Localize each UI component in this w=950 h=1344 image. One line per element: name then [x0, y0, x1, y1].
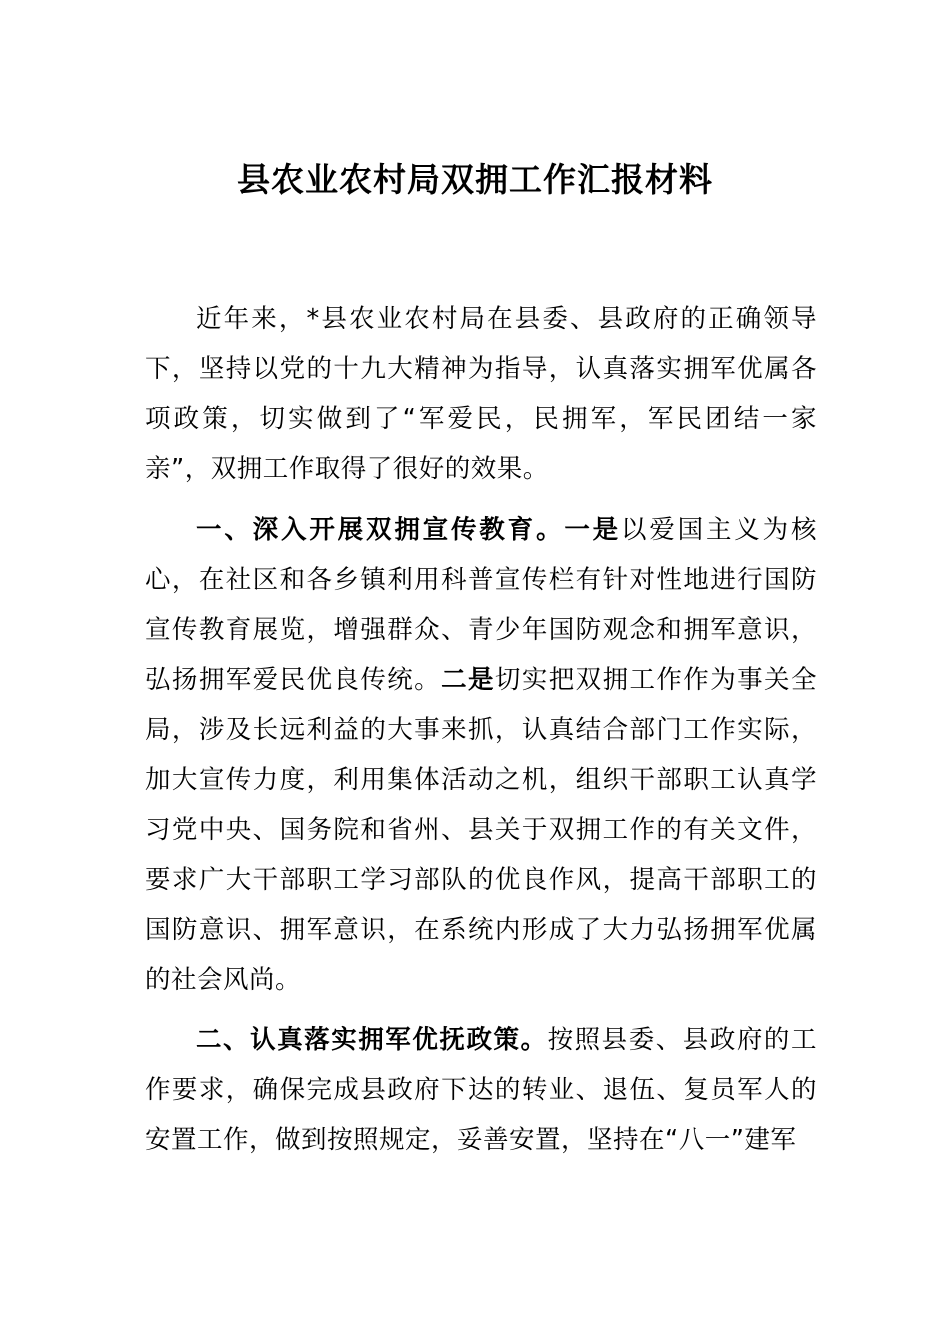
intro-paragraph	[145, 294, 817, 494]
point-1-text: 以爱国主义为核心，在社区和各乡镇利用科普宣传栏有针对性地进行国防宣传教育展览，增强群众、青少年国防观念和拥军意识，弘扬拥军爱民优良传统。	[145, 515, 817, 695]
point-1-label: 一是	[564, 515, 621, 545]
section-2-paragraph	[145, 1015, 817, 1165]
document-title: 县农业农村局双拥工作汇报材料	[237, 160, 713, 199]
section-1-heading: 一、深入开展双拥宣传教育。	[196, 515, 565, 545]
section-2-text: 按照县委、县政府的工作要求，确保完成县政府下达的转业、退伍、复员军人的安置工作，做到按照规定，妥善安置，坚持在“八一”建军	[145, 1025, 817, 1155]
intro-text: 近年来，*县农业农村局在县委、县政府的正确领导下，坚持以党的十九大精神为指导，认真落实拥军优属各项政策，切实做到了“军爱民，民拥军，军民团结一家亲”，双拥工作取得了很好的效果。	[145, 304, 817, 484]
point-2-label: 二是	[441, 665, 495, 695]
section-2-heading: 二、认真落实拥军优抚政策。	[196, 1025, 548, 1055]
point-2-text: 切实把双拥工作作为事关全局，涉及长远利益的大事来抓，认真结合部门工作实际，加大宣传力度，利用集体活动之机，组织干部职工认真学习党中央、国务院和省州、县关于双拥工作的有关文件，要求广大干部职工学习部队的优良作风，提高干部职工的国防意识、拥军意识，在系统内形成了大力弘扬拥军优属的社会风尚。	[145, 665, 817, 995]
section-1-paragraph	[145, 505, 817, 1005]
